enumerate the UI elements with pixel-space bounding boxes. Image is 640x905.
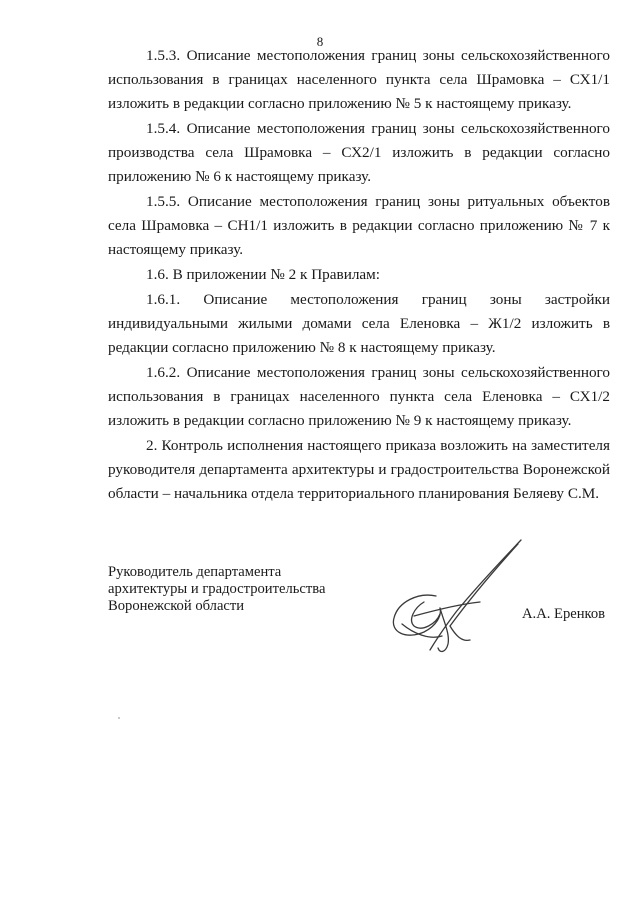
signatory-title-line-2: архитектуры и градостроительства [108, 581, 326, 597]
paragraph-1-5-4: 1.5.4. Описание местоположения границ зоны сельскохозяйственного производства села Шрамовка – СХ2/1 изложить в редакции согласно приложению № 6 к настоящему приказу. [108, 120, 610, 185]
document-body [108, 44, 610, 507]
signatory-title [108, 564, 368, 615]
signature-block [108, 564, 628, 654]
paragraph-2: 2. Контроль исполнения настоящего приказа возложить на заместителя руководителя департамента архитектуры и градостроительства Воронежской области – начальника отдела территориального планирования Беляеву С.М. [108, 437, 610, 502]
signatory-title-line-1: Руководитель департамента [108, 564, 282, 580]
paragraph-1-5-5: 1.5.5. Описание местоположения границ зоны ритуальных объектов села Шрамовка – СН1/1 изложить в редакции согласно приложению № 7 к настоящему приказу. [108, 193, 610, 258]
paragraph-1-6-2: 1.6.2. Описание местоположения границ зоны сельскохозяйственного использования в границах населенного пункта села Еленовка – СХ1/2 изложить в редакции согласно приложению № 9 к настоящему приказу. [108, 364, 610, 429]
page-number: 8 [316, 34, 324, 49]
handwritten-signature [384, 536, 534, 661]
paragraph-1-6-1: 1.6.1. Описание местоположения границ зоны застройки индивидуальными жилыми домами села Еленовка – Ж1/2 изложить в редакции согласно приложению № 8 к настоящему приказу. [108, 291, 610, 356]
signatory-title-line-3: Воронежской области [108, 598, 245, 614]
paragraph-1-5-3: 1.5.3. Описание местоположения границ зоны сельскохозяйственного использования в границах населенного пункта села Шрамовка – СХ1/1 изложить в редакции согласно приложению № 5 к настоящему приказу. [108, 47, 610, 112]
signatory-name: А.А. Еренков [522, 606, 606, 622]
paragraph-1-6: 1.6. В приложении № 2 к Правилам: [146, 266, 380, 283]
scan-speck [118, 717, 120, 719]
